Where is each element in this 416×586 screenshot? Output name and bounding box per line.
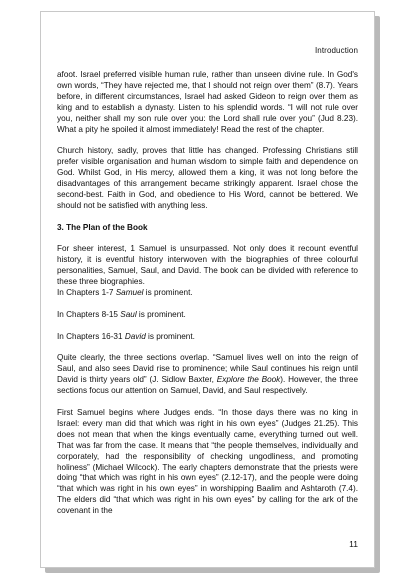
list-item-name: Samuel	[115, 288, 144, 298]
list-item: In Chapters 1-7 Samuel is prominent.	[57, 288, 193, 298]
paragraph-2: Church history, sadly, proves that little has changed. Professing Christians still prefer visible organisation and human wisdom to simple faith and dependence on God. Whilst God, in His mercy, allowed them a king, it was not long before the disadvantages of this arrangement became strikingly apparent. Israel chose the second-best. Faith in God, and obedience to His Word, cannot be bettered. We should not be satisfied with anything less.	[57, 146, 358, 210]
list-item-name: David	[124, 331, 146, 341]
section-heading: 3. The Plan of the Book	[57, 222, 148, 232]
paragraph-3: For sheer interest, 1 Samuel is unsurpassed. Not only does it recount eventful history, it is eventful history interwoven with the biographies of three colourful personalities, Samuel, Saul, and David. The book can be divided with reference to these three biographies.	[57, 244, 358, 287]
running-head: Introduction	[314, 46, 358, 55]
list-item-name: Saul	[120, 309, 137, 319]
book-title: Explore the Book	[216, 375, 281, 385]
body-text	[57, 70, 358, 528]
list-item: In Chapters 8-15 Saul is prominent.	[57, 309, 186, 319]
list-item: In Chapters 16-31 David is prominent.	[57, 331, 195, 341]
paragraph-1: afoot. Israel preferred visible human rule, rather than unseen divine rule. In God's own words, “They have rejected me, that I should not reign over them” (8.7). Years before, in different circumstances, Israel had asked Gideon to reign over them as king and to establish a dynasty. Listen to his splendid words. “I will not rule over you, neither shall my son rule over you: the Lord shall rule over you” (Jud 8.23). What a pity he spoiled it almost immediately! Read the rest of the chapter.	[57, 70, 358, 134]
paragraph-5: First Samuel begins where Judges ends. “In those days there was no king in Israel: every man did that which was right in his own eyes” (Judges 21.25). This does not mean that when the kings eventually came, everything turned out well. That was far from the case. It means that “the people themselves, individually and corporately, had the responsibility of checking ungodliness, and promoting holiness” (Michael Wilcock). The early chapters demonstrate that the priests were doing “that which was right in his own eyes” (2.12-17), and the people were doing “that which was right in his own eyes” in worshipping Baalim and Ashtaroth (7.4). The elders did “that which was right in his own eyes” by calling for the ark of the covenant in the	[57, 407, 358, 516]
page-number: 11	[349, 539, 358, 549]
book-page	[40, 11, 375, 568]
paragraph-4: Quite clearly, the three sections overlap. “Samuel lives well on into the reign of Saul, and also sees David rise to prominence; while Saul continues his reign until David is thirty years old” (J. Sidlow Baxter, Explore the Book). However, the three sections focus our attention on Samuel, David, and Saul respectively.	[57, 353, 359, 396]
